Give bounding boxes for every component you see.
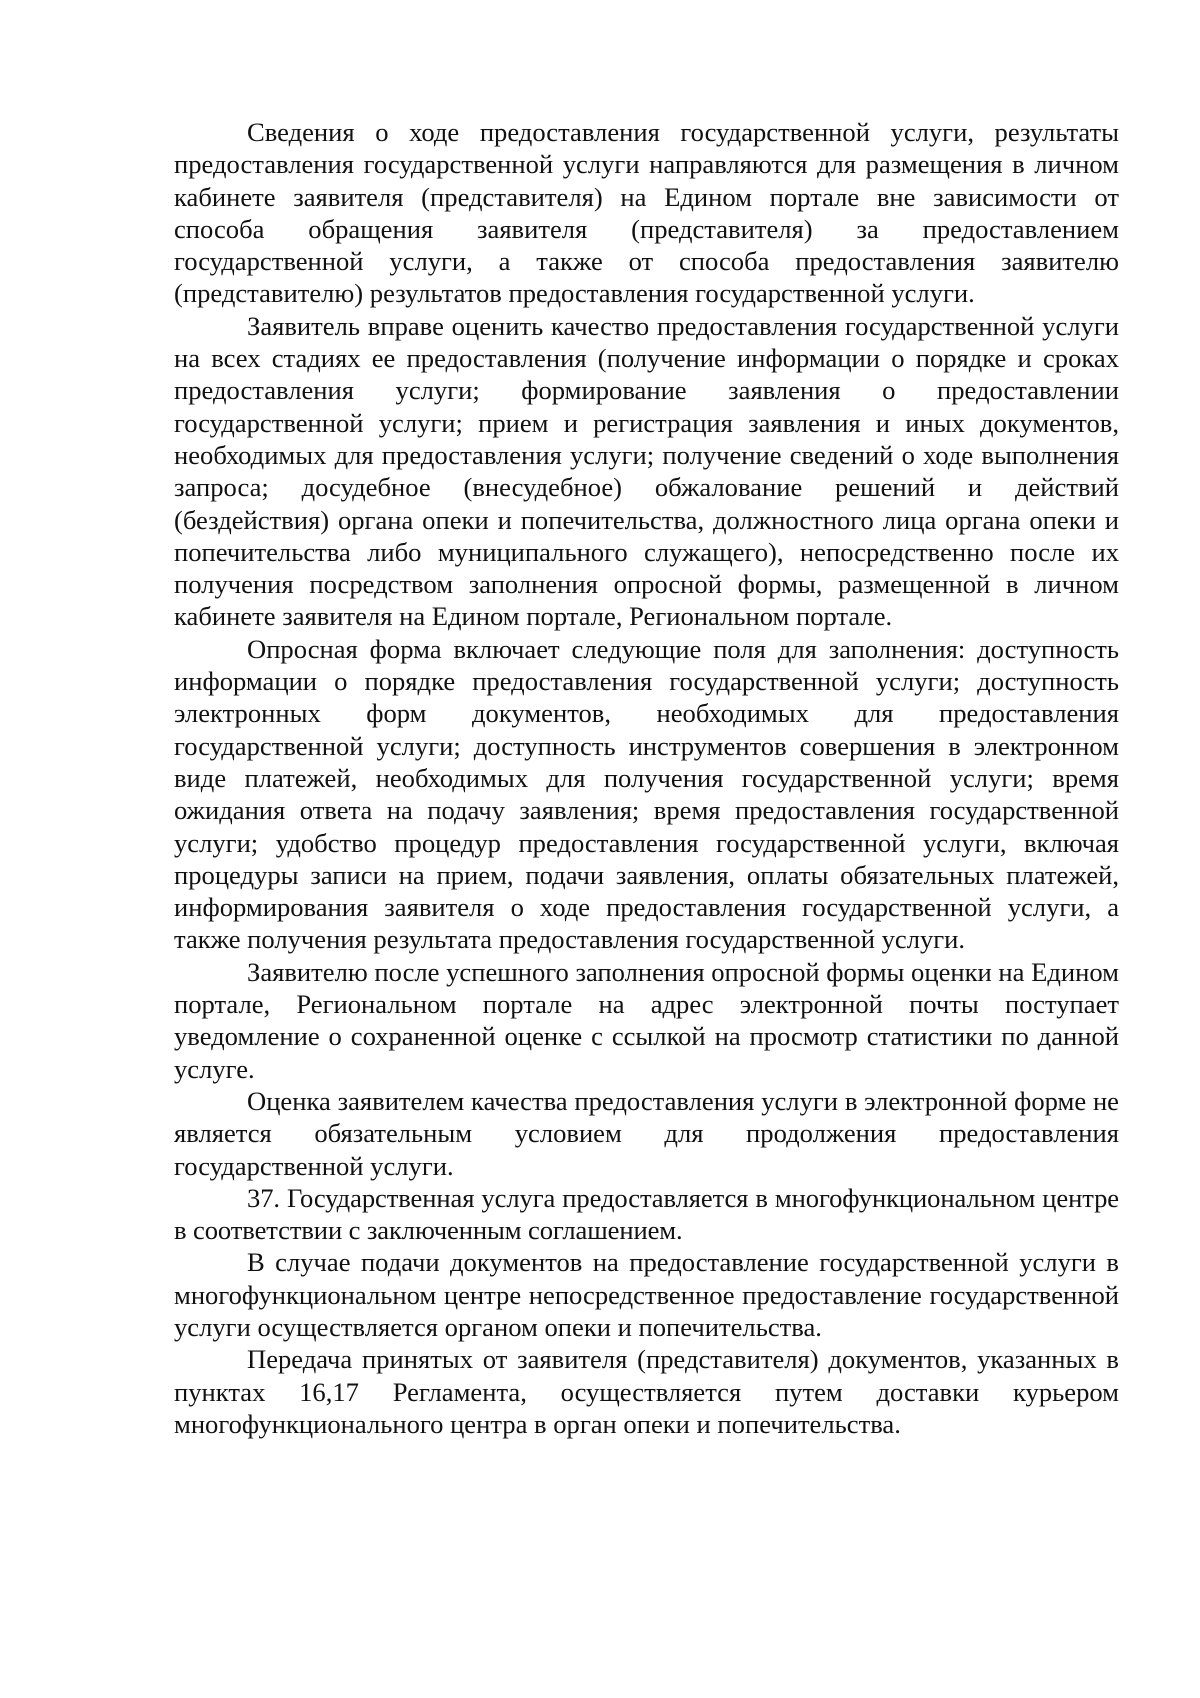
- paragraph-notification: Заявителю после успешного заполнения опросной формы оценки на Едином портале, Региональном портале на адрес электронной почты поступает уведомление о сохраненной оценке с ссылкой на просмотр статистики по данной услуге.: [174, 956, 1119, 1084]
- paragraph-service-progress: Сведения о ходе предоставления государственной услуги, результаты предоставления государственной услуги направляются для размещения в личном кабинете заявителя (представителя) на Едином портале вне зависимости от способа обращения заявителя (представителя) за предоставлением государственной услуги, а также от способа предоставления заявителю (представителю) результатов предоставления государственной услуги.: [174, 117, 1119, 309]
- paragraph-mfc-submission: В случае подачи документов на предоставление государственной услуги в многофункциональном центре непосредственное предоставление государственной услуги осуществляется органом опеки и попечительства.: [174, 1247, 1119, 1342]
- paragraph-survey-form-fields: Опросная форма включает следующие поля для заполнения: доступность информации о порядке предоставления государственной услуги; доступность электронных форм документов, необходимых для предоставления государственной услуги; доступность инструментов совершения в электронном виде платежей, необходимых для получения государственной услуги; время ожидания ответа на подачу заявления; время предоставления государственной услуги; удобство процедур предоставления государственной услуги, включая процедуры записи на прием, подачи заявления, оплаты обязательных платежей, информирования заявителя о ходе предоставления государственной услуги, а также получения результата предоставления государственной услуги.: [174, 633, 1119, 955]
- paragraph-optional-assessment: Оценка заявителем качества предоставления услуги в электронной форме не является обязательным условием для продолжения предоставления государственной услуги.: [174, 1085, 1119, 1181]
- paragraph-item-37: 37. Государственная услуга предоставляется в многофункциональном центре в соответствии с заключенным соглашением.: [174, 1182, 1119, 1246]
- paragraph-quality-assessment: Заявитель вправе оценить качество предоставления государственной услуги на всех стадиях ее предоставления (получение информации о порядке и сроках предоставления услуги; формирование заявления о предоставлении государственной услуги; прием и регистрация заявления и иных документов, необходимых для предоставления услуги; получение сведений о ходе выполнения запроса; досудебное (внесудебное) обжалование решений и действий (бездействия) органа опеки и попечительства, должностного лица органа опеки и попечительства либо муниципального служащего), непосредственно после их получения посредством заполнения опросной формы, размещенной в личном кабинете заявителя на Едином портале, Региональном портале.: [174, 310, 1119, 632]
- paragraph-document-transfer: Передача принятых от заявителя (представителя) документов, указанных в пунктах 16,17 Регламента, осуществляется путем доставки курьером многофункционального центра в орган опеки и попечительства.: [174, 1344, 1119, 1439]
- document-body: [174, 116, 1119, 1440]
